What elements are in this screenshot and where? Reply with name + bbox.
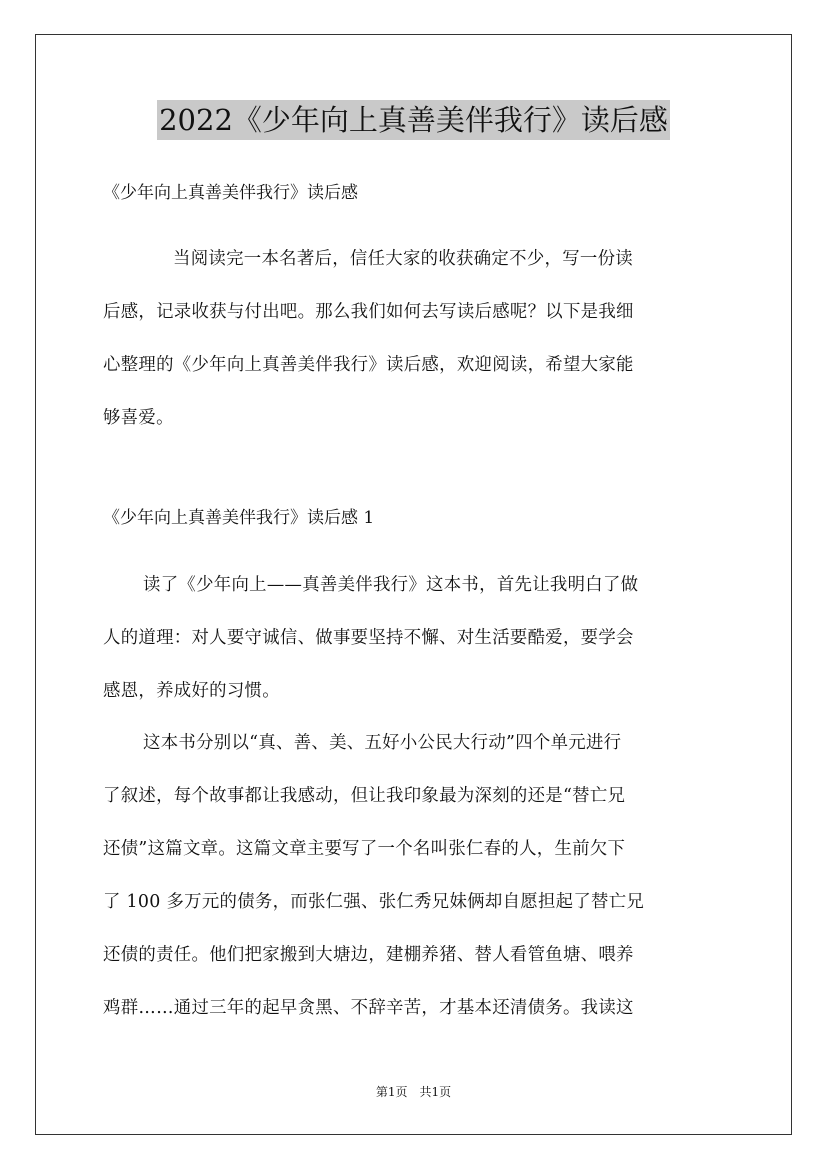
section-heading: 《少年向上真善美伴我行》读后感 1	[103, 508, 375, 528]
paragraph-line: 人的道理：对人要守诚信、做事要坚持不懈、对生活要酷爱，要学会	[103, 628, 634, 648]
intro-line: 够喜爱。	[103, 408, 174, 428]
paragraph-line: 这本书分别以“真、善、美、五好小公民大行动”四个单元进行	[143, 733, 622, 753]
paragraph-line: 还债”这篇文章。这篇文章主要写了一个名叫张仁春的人，生前欠下	[103, 839, 626, 859]
body-paragraph-2	[103, 717, 727, 1035]
paragraph-line: 感恩，养成好的习惯。	[103, 681, 280, 701]
paragraph-line: 鸡群……通过三年的起早贪黑、不辞辛苦，才基本还清债务。我读这	[103, 998, 634, 1018]
title-container	[0, 100, 827, 140]
paragraph-line: 还债的责任。他们把家搬到大塘边，建棚养猪、替人看管鱼塘、喂养	[103, 945, 634, 965]
page-number-footer: 第1页 共1页	[375, 1085, 452, 1099]
intro-line: 心整理的《少年向上真善美伴我行》读后感，欢迎阅读，希望大家能	[103, 355, 634, 375]
intro-paragraph	[103, 233, 727, 445]
intro-line: 当阅读完一本名著后，信任大家的收获确定不少，写一份读	[173, 249, 633, 269]
document-title: 2022《少年向上真善美伴我行》读后感	[157, 100, 670, 140]
body-paragraph-1	[103, 559, 727, 718]
paragraph-line: 读了《少年向上——真善美伴我行》这本书，首先让我明白了做	[143, 575, 639, 595]
intro-line: 后感，记录收获与付出吧。那么我们如何去写读后感呢？以下是我细	[103, 302, 634, 322]
paragraph-line: 了叙述，每个故事都让我感动，但让我印象最为深刻的还是“替亡兄	[103, 786, 626, 806]
document-subtitle: 《少年向上真善美伴我行》读后感	[103, 183, 358, 203]
paragraph-line: 了 100 多万元的债务，而张仁强、张仁秀兄妹俩却自愿担起了替亡兄	[103, 892, 645, 912]
